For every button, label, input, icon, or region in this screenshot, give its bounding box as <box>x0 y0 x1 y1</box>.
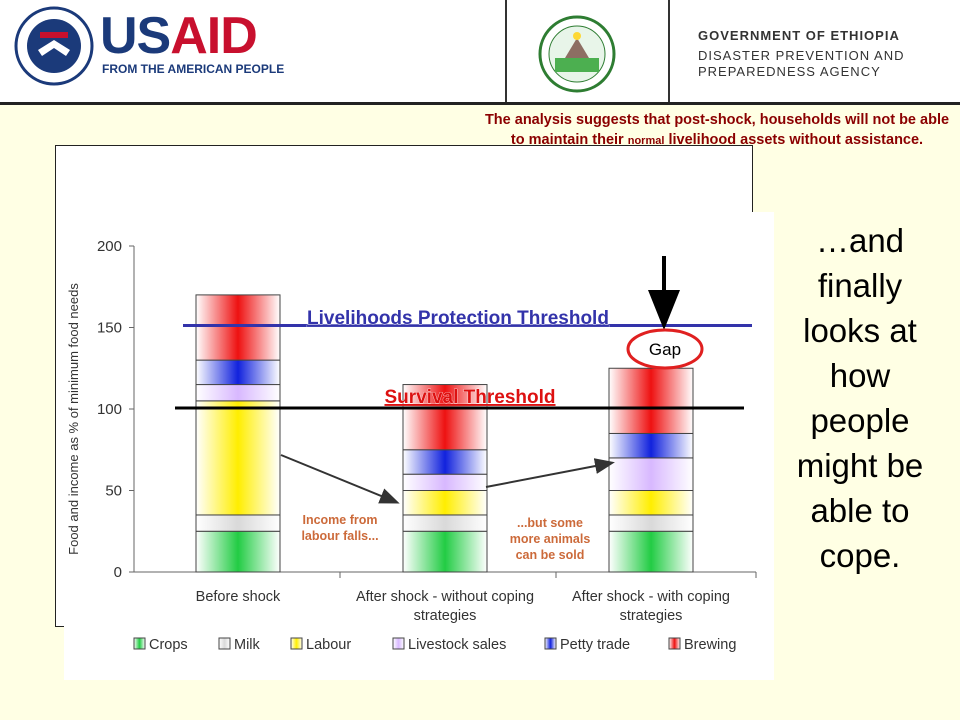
recovery-arrow <box>486 463 611 487</box>
legend-label: Brewing <box>684 637 737 653</box>
bar-segment-petty-trade <box>403 450 487 474</box>
agency-name-line2: PREPAREDNESS AGENCY <box>698 64 881 79</box>
survival-threshold-label: Survival Threshold <box>384 387 556 408</box>
legend-swatch <box>219 638 230 649</box>
bar-segment-petty-trade <box>609 433 693 457</box>
y-tick-label: 50 <box>105 482 122 500</box>
bar-segment-labour <box>196 401 280 515</box>
bar-segment-livestock-sales <box>609 458 693 491</box>
bar-segment-crops <box>196 531 280 572</box>
legend-swatch <box>393 638 404 649</box>
bar-segment-labour <box>609 491 693 515</box>
legend-label: Petty trade <box>560 637 631 653</box>
income-falls-annotation: labour falls... <box>301 529 379 543</box>
x-tick-label: Before shock <box>195 589 281 605</box>
usaid-tagline: FROM THE AMERICAN PEOPLE <box>102 62 285 76</box>
agency-name-line1: DISASTER PREVENTION AND <box>698 48 905 63</box>
animals-sold-annotation: can be sold <box>515 548 585 562</box>
x-tick-label: After shock - without coping <box>355 589 535 605</box>
decline-arrow <box>281 455 396 502</box>
y-tick-label: 100 <box>96 401 122 418</box>
y-tick-label: 200 <box>96 238 122 255</box>
x-tick-label: strategies <box>619 608 683 624</box>
income-falls-annotation: Income from <box>302 513 378 527</box>
bar-segment-livestock-sales <box>403 474 487 490</box>
bar-segment-brewing <box>196 295 280 360</box>
livelihoods-protection-threshold-label: Livelihoods Protection Threshold <box>307 308 609 329</box>
bar-segment-crops <box>403 531 487 572</box>
side-caption: …and finally looks at how people might be able to cope. <box>796 222 924 574</box>
legend-label: Crops <box>149 637 188 653</box>
usaid-logo-text: USAID <box>100 7 257 65</box>
bar-segment-brewing <box>609 368 693 433</box>
bar-segment-labour <box>403 491 487 515</box>
animals-sold-annotation: ...but some <box>517 516 583 530</box>
y-tick-label: 0 <box>113 564 122 581</box>
legend-label: Livestock sales <box>408 637 507 653</box>
legend-swatch <box>291 638 302 649</box>
bar-segment-petty-trade <box>196 360 280 384</box>
bar-segment-milk <box>609 515 693 531</box>
x-tick-label: strategies <box>413 608 477 624</box>
gap-label: Gap <box>648 340 682 359</box>
legend-swatch <box>134 638 145 649</box>
y-tick-label: 150 <box>96 319 122 337</box>
x-tick-label: After shock - with coping <box>572 589 730 605</box>
bar-segment-livestock-sales <box>196 385 280 401</box>
y-axis-label: Food and income as % of minimum food needs <box>66 283 81 555</box>
bar-segment-milk <box>403 515 487 531</box>
legend-label: Milk <box>234 637 260 653</box>
analysis-callout: The analysis suggests that post-shock, households will not be able to maintain their normal livelihood assets without assistance. <box>484 112 950 148</box>
animals-sold-annotation: more animals <box>509 532 591 546</box>
bar-segment-crops <box>609 531 693 572</box>
gov-title: GOVERNMENT OF ETHIOPIA <box>698 28 900 43</box>
legend-label: Labour <box>306 637 352 653</box>
legend-swatch <box>545 638 556 649</box>
legend-swatch <box>669 638 680 649</box>
bar-segment-milk <box>196 515 280 531</box>
